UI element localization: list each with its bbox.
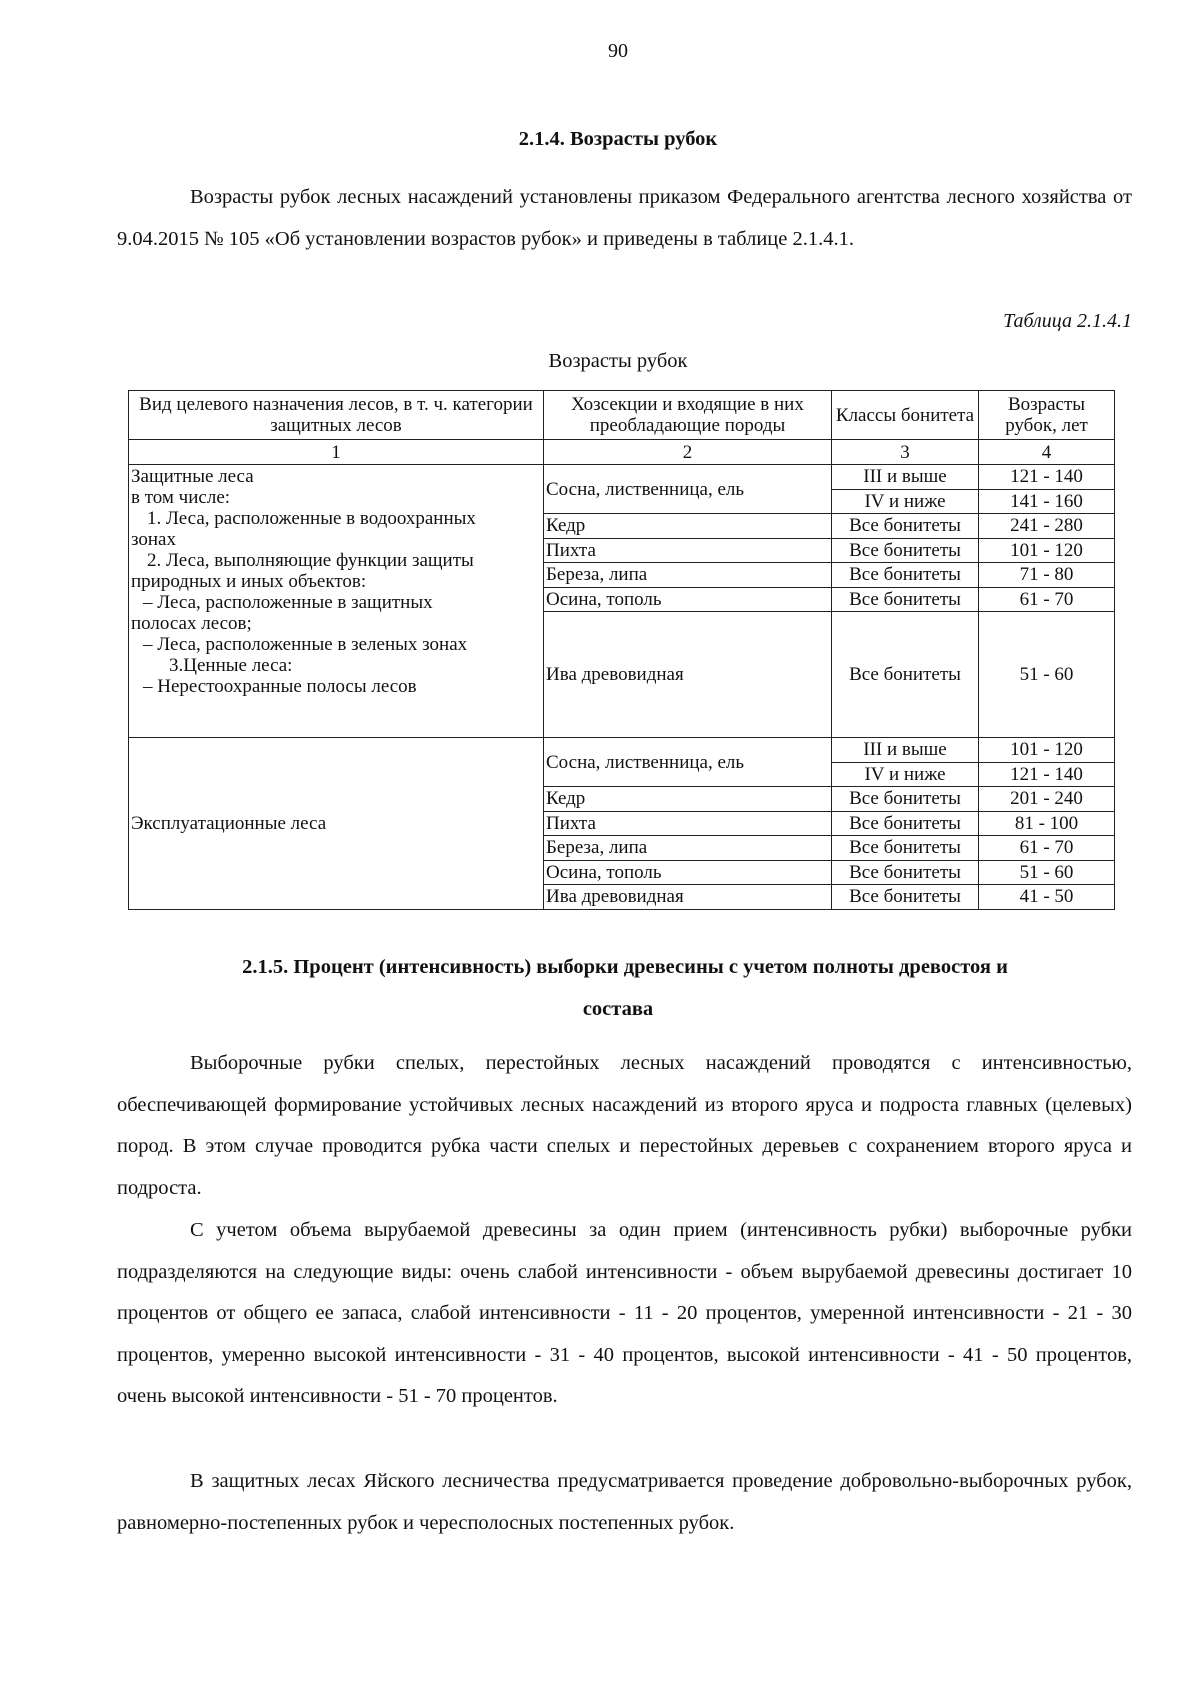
class-cell: Все бонитеты [832,811,979,836]
class-cell: Все бонитеты [832,612,979,738]
species-cell: Осина, тополь [544,860,832,885]
age-cell: 71 - 80 [979,563,1115,588]
table-row [129,465,1115,490]
protective-line: Защитные леса [131,466,254,487]
species-cell: Ива древовидная [544,885,832,910]
class-cell: Все бонитеты [832,860,979,885]
protective-line: 3.Ценные леса: [169,655,293,676]
column-number: 2 [544,440,832,465]
protective-line: – Леса, расположенные в зеленых зонах [143,634,468,655]
protective-line: – Нерестоохранные полосы лесов [143,676,417,697]
protective-line: природных и иных объектов: [131,571,367,592]
protective-line: в том числе: [131,487,231,508]
age-cell: 141 - 160 [979,489,1115,514]
class-cell: Все бонитеты [832,787,979,812]
cutting-ages-table [128,390,1115,910]
header-cell-class: Классы бонитета [832,391,979,440]
protective-line: 2. Леса, выполняющие функции защиты [147,550,474,571]
species-cell: Ива древовидная [544,612,832,738]
header-cell-species: Хозсекции и входящие в них преобладающие породы [544,391,832,440]
age-cell: 51 - 60 [979,860,1115,885]
class-cell: Все бонитеты [832,885,979,910]
class-cell: III и выше [832,738,979,763]
age-cell: 61 - 70 [979,836,1115,861]
class-cell: Все бонитеты [832,563,979,588]
age-cell: 241 - 280 [979,514,1115,539]
column-number: 3 [832,440,979,465]
class-cell: III и выше [832,465,979,490]
protective-forests-cell [129,465,544,738]
species-cell: Сосна, лиственница, ель [544,465,832,514]
age-cell: 121 - 140 [979,762,1115,787]
section-heading-2-1-5-line1: 2.1.5. Процент (интенсивность) выборки древесины с учетом полноты древостоя и [242,956,1008,978]
age-cell: 51 - 60 [979,612,1115,738]
column-number: 4 [979,440,1115,465]
section-heading-2-1-4: 2.1.4. Возрасты рубок [518,128,718,150]
age-cell: 81 - 100 [979,811,1115,836]
class-cell: Все бонитеты [832,538,979,563]
section-2-1-5-paragraph-1: Выборочные рубки спелых, перестойных лесных насаждений проводятся с интенсивностью, обеспечивающей формирование устойчивых лесных насаждений из второго яруса и подроста главных (целевых) пород. В этом случае проводится рубка части спелых и перестойных деревьев с сохранением второго яруса и подроста. [117,1052,1132,1199]
table-row [129,738,1115,763]
age-cell: 61 - 70 [979,587,1115,612]
species-cell: Кедр [544,514,832,539]
age-cell: 101 - 120 [979,538,1115,563]
species-cell: Осина, тополь [544,587,832,612]
page-number: 90 [608,40,628,62]
species-cell: Пихта [544,811,832,836]
section-2-1-5-paragraph-2: С учетом объема вырубаемой древесины за один прием (интенсивность рубки) выборочные рубки подразделяются на следующие виды: очень слабой интенсивности - объем вырубаемой древесины достигает 10 процентов от общего ее запаса, слабой интенсивности - 11 - 20 процентов, умеренной интенсивности - 21 - 30 процентов, умеренно высокой интенсивности - 31 - 40 процентов, высокой интенсивности - 41 - 50 процентов, очень высокой интенсивности - 51 - 70 процентов. [117,1219,1132,1407]
protective-line: зонах [131,529,176,550]
header-cell-purpose: Вид целевого назначения лесов, в т. ч. категории защитных лесов [129,391,544,440]
age-cell: 121 - 140 [979,465,1115,490]
species-cell: Пихта [544,538,832,563]
class-cell: Все бонитеты [832,514,979,539]
protective-line: полосах лесов; [131,613,252,634]
column-number-row [129,440,1115,465]
table-title: Возрасты рубок [548,350,688,372]
species-cell: Береза, липа [544,836,832,861]
section-2-1-5-paragraph-3: В защитных лесах Яйского лесничества предусматривается проведение добровольно-выборочных рубок, равномерно-постепенных рубок и чересполосных постепенных рубок. [117,1470,1132,1534]
table-header-row [129,391,1115,440]
section-heading-2-1-5-line2: состава [582,998,654,1020]
table-caption: Таблица 2.1.4.1 [1003,310,1132,332]
class-cell: Все бонитеты [832,587,979,612]
species-cell: Кедр [544,787,832,812]
protective-line: – Леса, расположенные в защитных [143,592,433,613]
header-cell-age: Возрасты рубок, лет [979,391,1115,440]
species-cell: Береза, липа [544,563,832,588]
age-cell: 41 - 50 [979,885,1115,910]
class-cell: Все бонитеты [832,836,979,861]
section-2-1-4-paragraph: Возрасты рубок лесных насаждений установлены приказом Федерального агентства лесного хозяйства от 9.04.2015 № 105 «Об установлении возрастов рубок» и приведены в таблице 2.1.4.1. [117,186,1132,250]
protective-line: 1. Леса, расположенные в водоохранных [147,508,476,529]
age-cell: 101 - 120 [979,738,1115,763]
species-cell: Сосна, лиственница, ель [544,738,832,787]
age-cell: 201 - 240 [979,787,1115,812]
class-cell: IV и ниже [832,489,979,514]
class-cell: IV и ниже [832,762,979,787]
column-number: 1 [129,440,544,465]
exploitation-forests-cell: Эксплуатационные леса [129,738,544,910]
